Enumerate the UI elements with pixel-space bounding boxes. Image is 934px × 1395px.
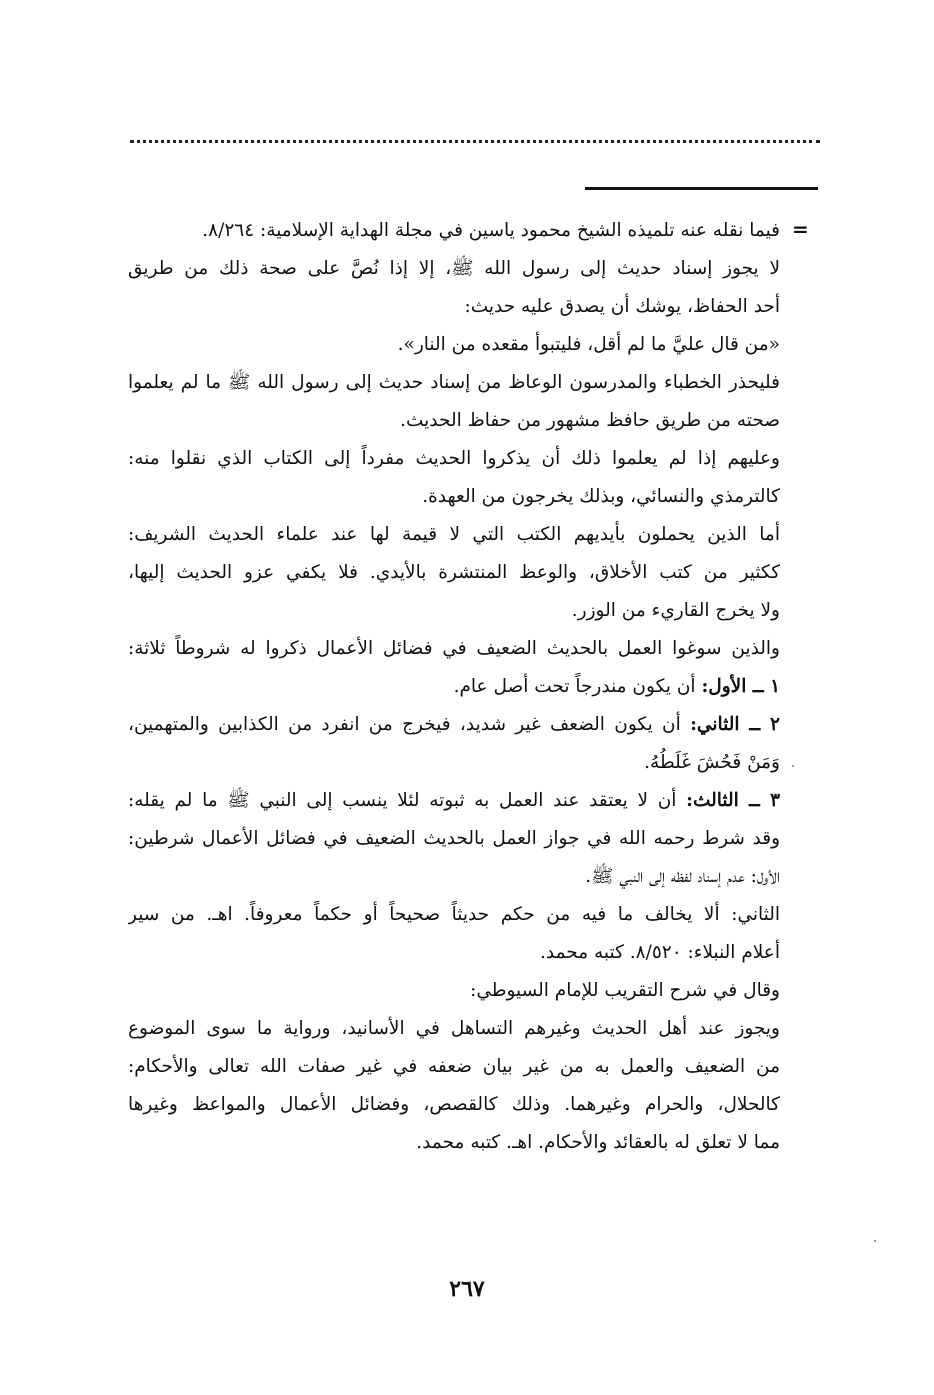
footnote-line (128, 896, 780, 934)
footnote-line (128, 630, 780, 668)
footnote-line-text: فيما نقله عنه تلميذه الشيخ محمود ياسين في مجلة الهداية الإسلامية: ٨/٢٦٤. (202, 220, 780, 241)
footnote-line (128, 402, 780, 440)
footnote-line-text: كالترمذي والنسائي، وبذلك يخرجون من العهدة. (422, 486, 780, 507)
footnote-line (128, 1086, 780, 1124)
footnote-line-text: أن يكون مندرجاً تحت أصل عام. (453, 676, 702, 697)
footnote-line (128, 440, 780, 478)
footnote-line-text: الأول: عدم إسناد لفظه إلى النبي ﷺ. (585, 866, 780, 887)
footnote-line-text: وقد شرط رحمه الله في جواز العمل بالحديث الضعيف في فضائل الأعمال شرطين: (128, 828, 780, 849)
dotted-separator (130, 140, 820, 143)
condition-label: ٣ ــ الثالث: (686, 790, 780, 811)
footnote-text (128, 212, 780, 1162)
footnote-line-text: أما الذين يحملون بأيديهم الكتب التي لا قيمة لها عند علماء الحديث الشريف: (128, 524, 780, 545)
condition-label: ٢ ــ الثاني: (690, 714, 780, 735)
footnote-line-text: أحد الحفاظ، يوشك أن يصدق عليه حديث: (464, 296, 780, 317)
footnote-line (128, 820, 780, 858)
footnote-line (128, 1010, 780, 1048)
footnote-line (128, 706, 780, 744)
footnote-line-text: من الضعيف والعمل به من غير بيان ضعفه في غير صفات الله تعالى والأحكام: (128, 1056, 780, 1077)
footnote-line (128, 288, 780, 326)
page-number: ٢٦٧ (449, 1276, 485, 1302)
footnote-line-text: كالحلال، والحرام وغيرهما. وذلك كالقصص، وفضائل الأعمال والمواعظ وغيرها (128, 1094, 780, 1115)
footnote-line-text: «من قال عليَّ ما لم أقل، فليتبوأ مقعده من النار». (397, 334, 780, 355)
scan-speck (792, 765, 794, 767)
footnote-line-text: وَمَنْ فَحُشَ غَلَطُهُ. (644, 752, 780, 773)
footnote-line-text: لا يجوز إسناد حديث إلى رسول الله ﷺ، إلا إذا نُصَّ على صحة ذلك من طريق (128, 258, 780, 279)
footnote-line (128, 364, 780, 402)
footnote-line-text: وقال في شرح التقريب للإمام السيوطي: (470, 980, 780, 1001)
footnote-line (128, 858, 780, 896)
footnote-line-text: وعليهم إذا لم يعلموا ذلك أن يذكروا الحديث مفرداً إلى الكتاب الذي نقلوا منه: (128, 448, 780, 469)
footnote-line (128, 592, 780, 630)
footnote-line (128, 326, 780, 364)
footnote-line (128, 1124, 780, 1162)
footnote-line (128, 1048, 780, 1086)
footnote-line (128, 554, 780, 592)
footnote-line-text: ولا يخرج القاريء من الوزر. (571, 600, 780, 621)
footnote-line (128, 934, 780, 972)
condition-label: ١ ــ الأول: (701, 676, 780, 697)
footnote-line-text: صحته من طريق حافظ مشهور من حفاظ الحديث. (400, 410, 780, 431)
footnote-line-text: ككثير من كتب الأخلاق، والوعظ المنتشرة بالأيدي. فلا يكفي عزو الحديث إليها، (128, 562, 780, 583)
footnote-continuation-mark: = (792, 217, 809, 241)
footnote-line-text: مما لا تعلق له بالعقائد والأحكام. اهـ. كتبه محمد. (416, 1132, 780, 1153)
footnote-line-text: أن لا يعتقد عند العمل به ثبوته لئلا ينسب إلى النبي ﷺ ما لم يقله: (128, 790, 687, 811)
scan-speck (874, 1240, 876, 1242)
footnote-line-text: ويجوز عند أهل الحديث وغيرهم التساهل في الأسانيد، ورواية ما سوى الموضوع (128, 1018, 780, 1039)
footnote-line (128, 478, 780, 516)
footnote-line-text: أن يكون الضعف غير شديد، فيخرج من انفرد من الكذابين والمتهمين، (128, 714, 691, 735)
footnote-line (128, 668, 780, 706)
footnote-line (128, 212, 780, 250)
footnote-line (128, 972, 780, 1010)
footnote-line-text: والذين سوغوا العمل بالحديث الضعيف في فضائل الأعمال ذكروا له شروطاً ثلاثة: (128, 638, 780, 659)
footnote-line (128, 516, 780, 554)
footnote-line (128, 250, 780, 288)
footnote-line (128, 744, 780, 782)
footnote-rule (585, 187, 818, 190)
footnote-line (128, 782, 780, 820)
footnote-line-text: أعلام النبلاء: ٨/٥٢٠. كتبه محمد. (539, 942, 780, 963)
footnote-line-text: الثاني: ألا يخالف ما فيه من حكم حديثاً صحيحاً أو حكماً معروفاً. اهـ. من سير (128, 904, 780, 925)
footnote-line-text: فليحذر الخطباء والمدرسون الوعاظ من إسناد حديث إلى رسول الله ﷺ ما لم يعلموا (128, 372, 780, 393)
